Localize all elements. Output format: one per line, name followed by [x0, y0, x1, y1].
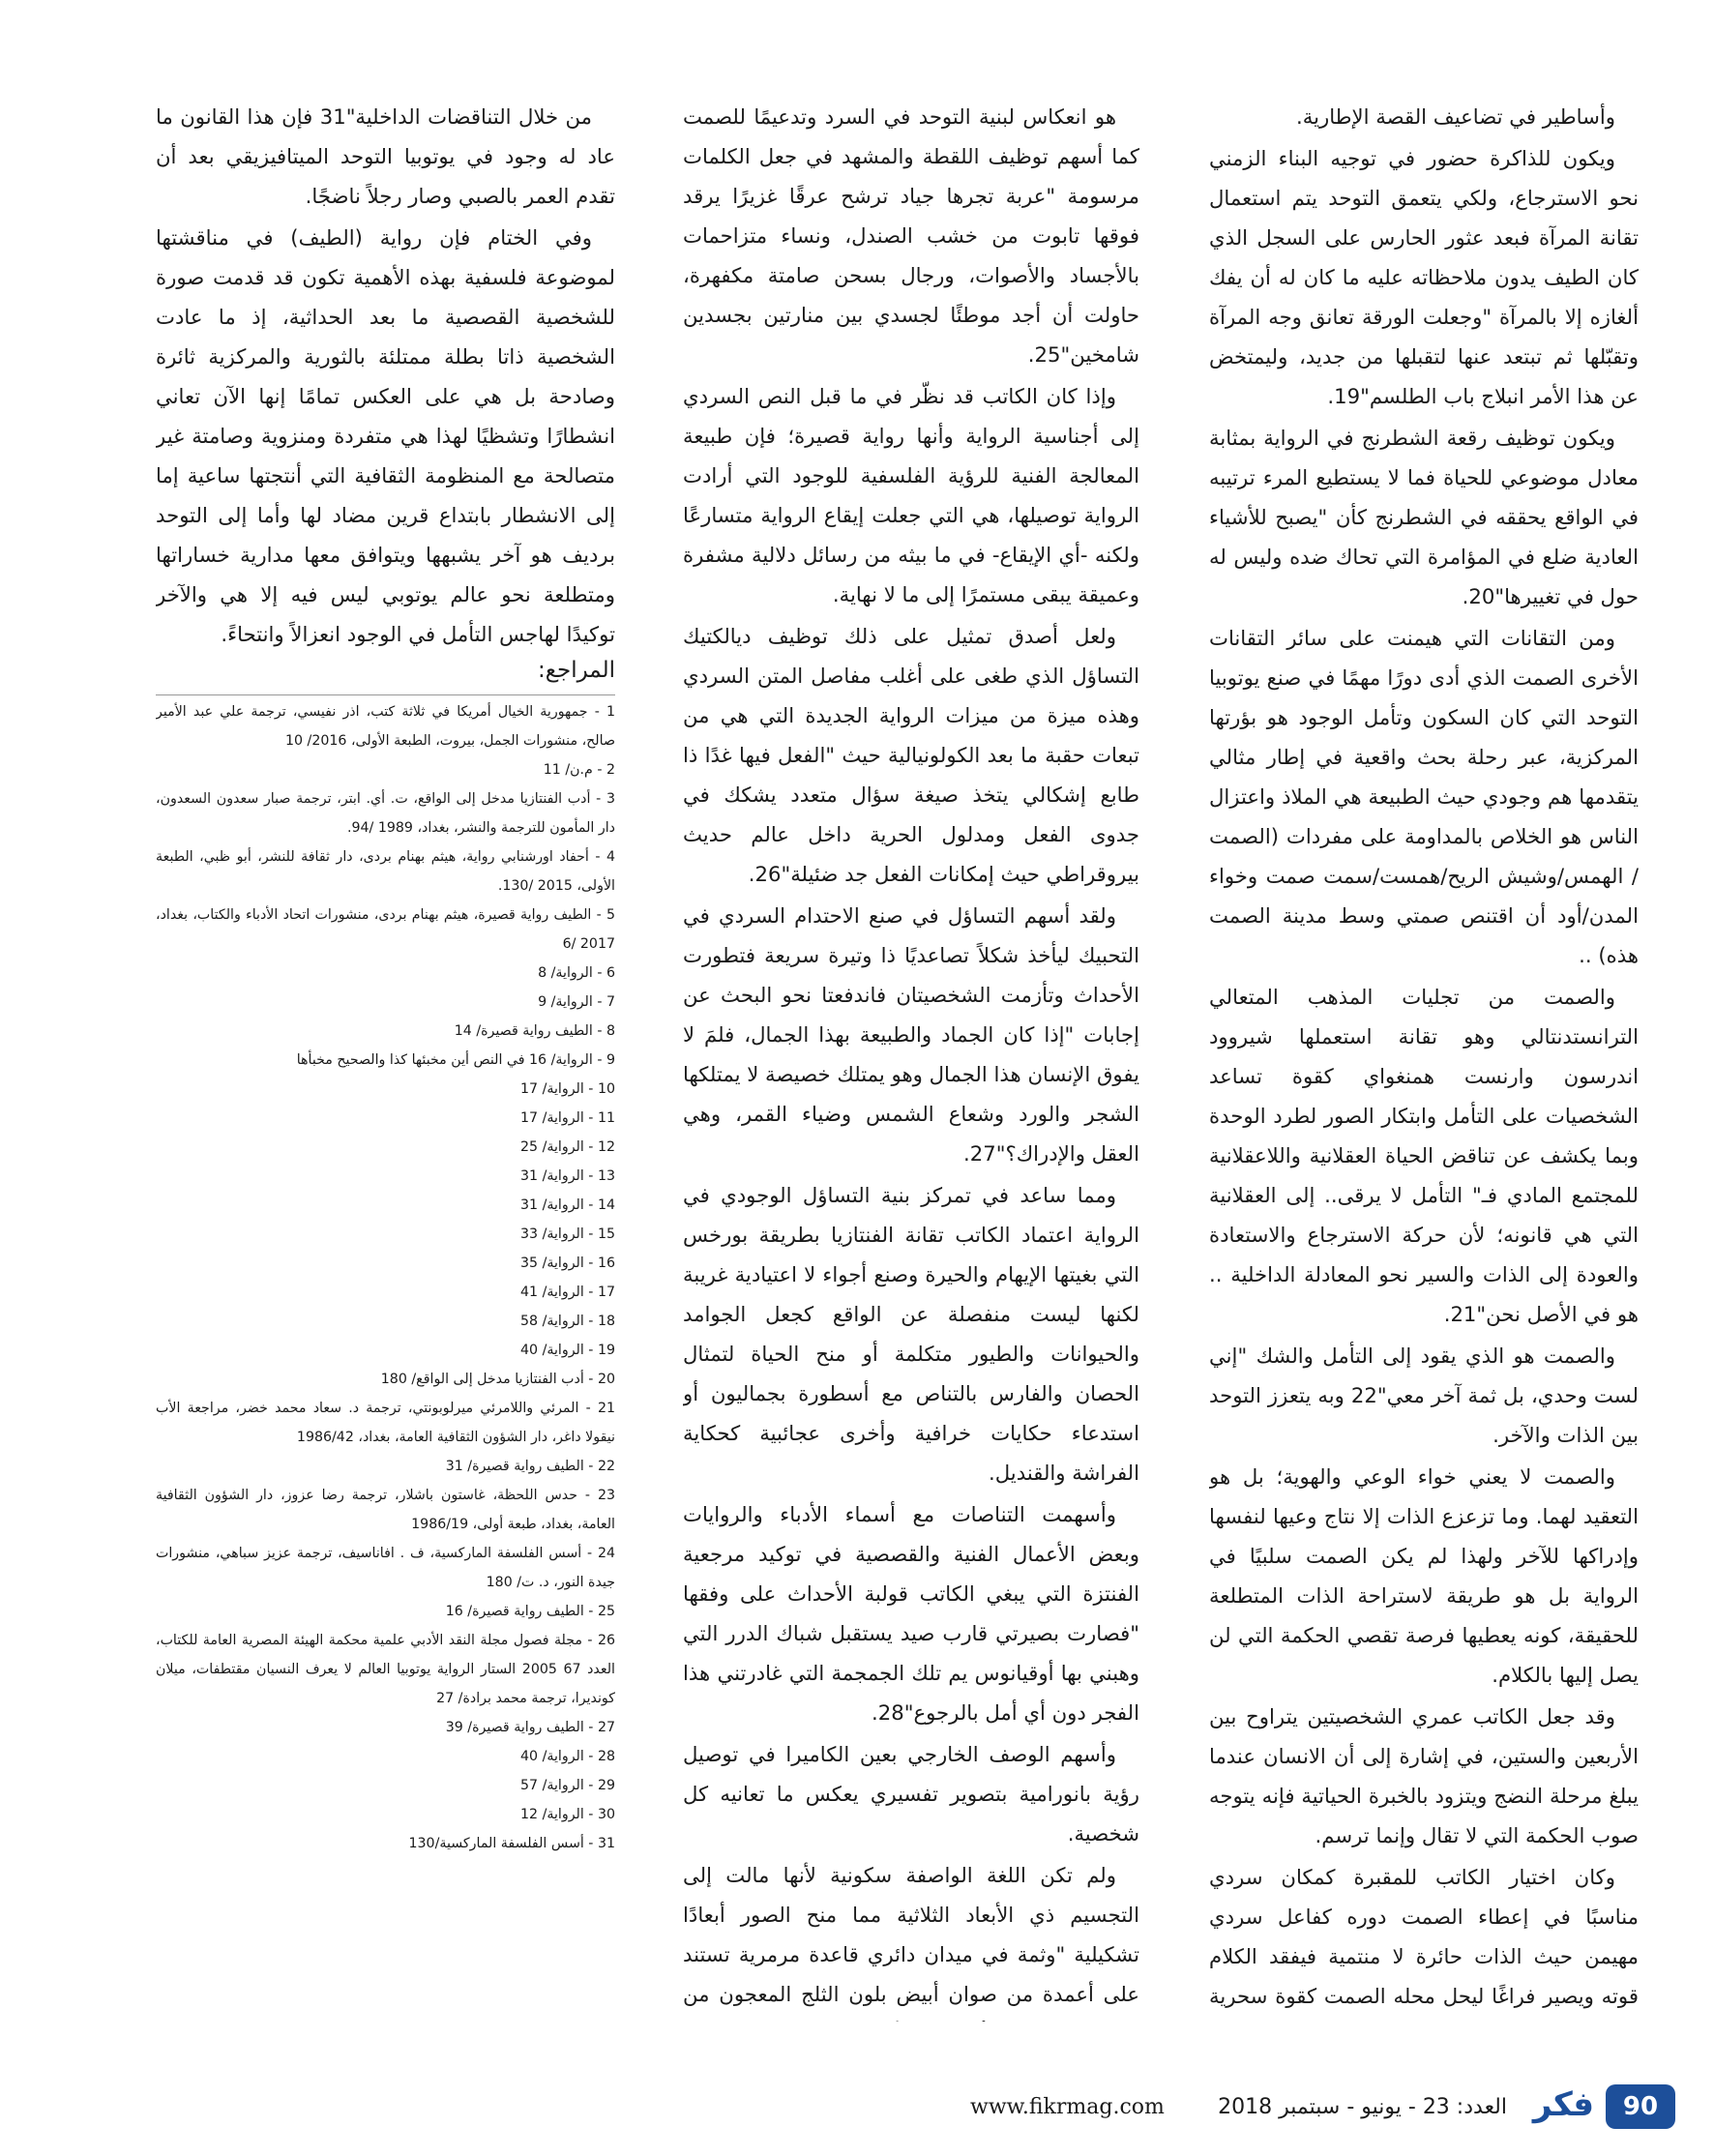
paragraph: وكان اختيار الكاتب للمقبرة كمكان سردي مناسبًا في إعطاء الصمت دوره كفاعل سردي مهيمن حيث الذات حائرة لا منتمية فيفقد الكلام قوته ويصير فراغًا ليحل محله الصمت كقوة سحرية — [1209, 1865, 1639, 2008]
page-number: 90 — [1606, 2084, 1675, 2129]
reference-item: 27 - الطيف رواية قصيرة/ 39 — [445, 1720, 615, 1735]
paragraph: هو انعكاس لبنية التوحد في السرد وتدعيمًا للصمت كما أسهم توظيف اللقطة والمشهد في جعل الكلمات مرسومة "عربة تجرها جياد ترشح عرقًا غزيرًا يرقد فوقها تابوت من خشب الصندل، ونساء متزاحمات بالأجساد والأصوات، ورجال بسحن صامتة مكفهرة، حاولت أن أجد موطئًا لجسدي بين منارتين بجسدين شامخين"25. — [683, 104, 1139, 367]
paragraph: وفي الختام فإن رواية (الطيف) في مناقشتها لموضوعة فلسفية بهذه الأهمية تكون قد قدمت صورة للشخصية القصصية ما بعد الحداثية، إذ ما عادت الشخصية ذاتا بطلة ممتلئة بالثورية والمركزية ثائرة وصادحة بل هي على العكس تمامًا إنها الآن تعاني انشطارًا وتشظيًا لهذا هي متفردة ومنزوية وصامتة غير متصالحة مع المنظومة الثقافية التي أنتجتها ساعية إما إلى الانشطار بابتداع قرين مضاد لها وأما إلى التوحد برديف هو آخر يشبهها ويتوافق معها مدارية خساراتها ومتطلعة نحو عالم يوتوبي ليس فيه إلا هي والآخر توكيدًا لهاجس التأمل في الوجود انعزالاً وانتحاءً. — [156, 225, 615, 646]
paragraph: وأساطير في تضاعيف القصة الإطارية. — [1296, 104, 1615, 129]
reference-item: 23 - حدس اللحظة، غاستون باشلار، ترجمة رضا عزوز، دار الشؤون الثقافية العامة، بغداد، طبعة أولى، 1986/19 — [156, 1488, 615, 1532]
reference-item: 21 - المرئي واللامرئي ميرلوبونتي، ترجمة د. سعاد محمد خضر، مراجعة الأب نيقولا داغر، دار الشؤون الثقافية العامة، بغداد، 1986/42 — [156, 1401, 615, 1445]
references-heading: المراجع: — [156, 656, 615, 695]
reference-item: 6 - الرواية/ 8 — [538, 965, 615, 981]
paragraph: وقد جعل الكاتب عمري الشخصيتين يتراوح بين الأربعين والستين، في إشارة إلى أن الانسان عندما يبلغ مرحلة النضج ويتزود بالخبرة الحياتية فإنه يتوجه صوب الحكمة التي لا تقال وإنما ترسم. — [1209, 1704, 1639, 1847]
article-column-middle — [683, 97, 1139, 2022]
reference-item: 24 - أسس الفلسفة الماركسية، ف . افاناسيف، ترجمة عزيز سباهي، منشورات جيدة النور، د. ت/ 180 — [156, 1546, 615, 1590]
paragraph: ولعل أصدق تمثيل على ذلك توظيف ديالكتيك التساؤل الذي طغى على أغلب مفاصل المتن السردي وهذه ميزة من ميزات الرواية الجديدة التي هي من تبعات حقبة ما بعد الكولونيالية حيث "الفعل فيها غدًا ذا طابع إشكالي يتخذ صيغة سؤال متعدد يشكك في جدوى الفعل ومدلول الحرية داخل عالم حديث بيروقراطي حيث إمكانات الفعل جد ضئيلة"26. — [683, 624, 1139, 886]
paragraph: ومن التقانات التي هيمنت على سائر التقانات الأخرى الصمت الذي أدى دورًا مهمًا في صنع يوتوبيا التوحد التي كان السكون وتأمل الوجود هو بؤرتها المركزية، عبر رحلة بحث واقعية في إطار مثالي يتقدمها هم وجودي حيث الطبيعة هي الملاذ واعتزال الناس هو الخلاص بالمداومة على مفردات (الصمت / الهمس/وشيش الريح/همست/سمت صمت وخواء المدن/أود أن اقتنص صمتي وسط مدينة الصمت هذه) .. — [1209, 626, 1639, 967]
paragraph: وأسهم الوصف الخارجي بعين الكاميرا في توصيل رؤية بانورامية بتصوير تفسيري يعكس ما تعانيه كل شخصية. — [683, 1742, 1139, 1846]
paragraph: والصمت لا يعني خواء الوعي والهوية؛ بل هو التعقيد لهما. وما تزعزع الذات إلا نتاج وعيها لنفسها وإدراكها للآخر ولهذا لم يكن الصمت سلبيًا في الرواية بل هو طريقة لاستراحة الذات المتطلعة للحقيقة، كونه يعطيها فرصة تقصي الحكمة التي لن يصل إليها بالكلام. — [1209, 1464, 1639, 1687]
reference-item: 11 - الرواية/ 17 — [520, 1110, 615, 1126]
reference-item: 5 - الطيف رواية قصيرة، هيثم بهنام بردى، منشورات اتحاد الأدباء والكتاب، بغداد، 2017 /6 — [156, 907, 615, 952]
reference-item: 26 - مجلة فصول مجلة النقد الأدبي علمية محكمة الهيئة المصرية العامة للكتاب، العدد 67 2005 الستار الرواية يوتوبيا العالم لا يعرف النسيان مقتطفات، ميلان كونديرا، ترجمة محمد برادة/ 27 — [156, 1633, 615, 1706]
magazine-logo: فكر — [1532, 2085, 1594, 2124]
article-column-right — [1209, 97, 1639, 2022]
issue-info: العدد: 23 - يونيو - سبتمبر 2018 — [1218, 2095, 1507, 2119]
reference-item: 3 - أدب الفنتازيا مدخل إلى الواقع، ت. أي. ابتر، ترجمة صبار سعدون السعدون، دار المأمون للترجمة والنشر، بغداد، 1989 /94. — [156, 791, 615, 836]
reference-item: 1 - جمهورية الخيال أمريكا في ثلاثة كتب، اذر نفيسي، ترجمة علي عبد الأمير صالح، منشورات الجمل، بيروت، الطبعة الأولى، 2016/ 10 — [156, 704, 615, 749]
reference-item: 30 - الرواية/ 12 — [520, 1807, 615, 1822]
reference-item: 9 - الرواية/ 16 في النص أين مخبئها كذا والصحيح مخبأها — [296, 1052, 615, 1068]
article-column-left — [156, 97, 615, 2080]
page-footer — [0, 2079, 1714, 2137]
reference-item: 13 - الرواية/ 31 — [520, 1168, 615, 1184]
left-column-paragraphs — [156, 97, 615, 654]
reference-item: 20 - أدب الفنتازيا مدخل إلى الواقع/ 180 — [380, 1372, 615, 1387]
reference-item: 29 - الرواية/ 57 — [520, 1778, 615, 1793]
paragraph: وإذا كان الكاتب قد نظّر في ما قبل النص السردي إلى أجناسية الرواية وأنها رواية قصيرة؛ فإن طبيعة المعالجة الفنية للرؤية الفلسفية للوجود التي أرادت الرواية توصيلها، هي التي جعلت إيقاع الرواية متسارعًا ولكنه -أي الإيقاع- في ما بيثه من رسائل دلالية مشفرة وعميقة يبقى مستمرًا إلى ما لا نهاية. — [683, 384, 1139, 606]
reference-item: 12 - الرواية/ 25 — [520, 1139, 615, 1155]
paragraph: والصمت من تجليات المذهب المتعالي الترانستدنتالي وهو تقانة استعملها شيروود اندرسون وارنست همنغواي كقوة تساعد الشخصيات على التأمل وابتكار الصور لطرد الوحدة وبما يكشف عن تناقض الحياة العقلانية واللاعقلانية للمجتمع المادي فـ" التأمل لا يرقى.. إلى العقلانية التي هي قانونه؛ لأن حركة الاسترجاع والاستعادة والعودة إلى الذات والسير نحو المعادلة الداخلية .. هو في الأصل نحن"21. — [1209, 985, 1639, 1326]
reference-item: 8 - الطيف رواية قصيرة/ 14 — [454, 1023, 615, 1039]
reference-item: 25 - الطيف رواية قصيرة/ 16 — [445, 1604, 615, 1619]
reference-item: 7 - الرواية/ 9 — [538, 994, 615, 1010]
reference-item: 15 - الرواية/ 33 — [520, 1226, 615, 1242]
paragraph: من خلال التناقضات الداخلية"31 فإن هذا القانون ما عاد له وجود في يوتوبيا التوحد الميتافيزيقي بعد أن تقدم العمر بالصبي وصار رجلاً ناضجًا. — [156, 104, 615, 208]
paragraph: ومما ساعد في تمركز بنية التساؤل الوجودي في الرواية اعتماد الكاتب تقانة الفنتازيا بطريقة بورخس التي بغيتها الإيهام والحيرة وصنع أجواء لا اعتيادية غريبة لكنها ليست منفصلة عن الواقع كجعل الجوامد والحيوانات والطيور متكلمة أو منح الحياة لتمثال الحصان والفارس بالتناص مع أسطورة بجماليون أو استدعاء حكايات خرافية وأخرى عجائبية كحكاية الفراشة والقنديل. — [683, 1183, 1139, 1485]
reference-item: 14 - الرواية/ 31 — [520, 1197, 615, 1213]
paragraph: ويكون للذاكرة حضور في توجيه البناء الزمني نحو الاسترجاع، ولكي يتعمق التوحد يتم استعمال تقانة المرآة فبعد عثور الحارس على السجل الذي كان الطيف يدون ملاحظاته عليه ما كان له أن يفك ألغازه إلا بالمرآة "وجعلت الورقة تعانق وجه المرآة وتقبّلها ثم تبتعد عنها لتقبلها من جديد، وليمتخض عن هذا الأمر انبلاج باب الطلسم"19. — [1209, 146, 1639, 408]
reference-item: 31 - أسس الفلسفة الماركسية/130 — [408, 1836, 615, 1851]
reference-item: 18 - الرواية/ 58 — [520, 1314, 615, 1329]
references-list — [156, 697, 615, 1858]
reference-item: 2 - م.ن/ 11 — [543, 762, 615, 778]
reference-item: 17 - الرواية/ 41 — [520, 1285, 615, 1300]
paragraph: ويكون توظيف رقعة الشطرنج في الرواية بمثابة معادل موضوعي للحياة فما لا يستطيع المرء ترتيبه في الواقع يحققه في الشطرنج كأن "يصبح للأشياء العادية ضلع في المؤامرة التي تحاك ضده وليس له حول في تغييرها"20. — [1209, 426, 1639, 608]
reference-item: 19 - الرواية/ 40 — [520, 1343, 615, 1358]
paragraph: والصمت هو الذي يقود إلى التأمل والشك "إني لست وحدي، بل ثمة آخر معي"22 وبه يتعزز التوحد بين الذات والآخر. — [1209, 1344, 1639, 1447]
reference-item: 28 - الرواية/ 40 — [520, 1749, 615, 1764]
paragraph: ولم تكن اللغة الواصفة سكونية لأنها مالت إلى التجسيم ذي الأبعاد الثلاثية مما منح الصور أبعادًا تشكيلية "وثمة في ميدان دائري قاعدة مرمرية تستند على أعمدة من صوان أبيض بلون الثلج المعجون من — [683, 1863, 1139, 2006]
reference-item: 10 - الرواية/ 17 — [520, 1081, 615, 1097]
reference-item: 22 - الطيف رواية قصيرة/ 31 — [445, 1459, 615, 1474]
paragraph: وأسهمت التناصات مع أسماء الأدباء والروايات وبعض الأعمال الفنية والقصصية في توكيد مرجعية الفنتزة التي يبغي الكاتب قولبة الأحداث على وفقها "فصارت بصيرتي قارب صيد يستقبل شباك الدرر التي وهبني بها أوقيانوس يم تلك الجمجمة التي غادرتني هذا الفجر دون أي أمل بالرجوع"28. — [683, 1502, 1139, 1725]
website-link[interactable]: www.fikrmag.com — [970, 2095, 1165, 2119]
reference-item: 16 - الرواية/ 35 — [520, 1255, 615, 1271]
reference-item: 4 - أحفاد اورشنابي رواية، هيثم بهنام بردى، دار ثقافة للنشر، أبو ظبي، الطبعة الأولى، 2015 /130. — [156, 849, 615, 894]
paragraph: ولقد أسهم التساؤل في صنع الاحتدام السردي في التحبيك ليأخذ شكلاً تصاعديًا ذا وتيرة سريعة فتطورت الأحداث وتأزمت الشخصيتان فاندفعتا نحو البحث عن إجابات "إذا كان الجماد والطبيعة بهذا الجمال، فلمَ لا يفوق الإنسان هذا الجمال وهو يمتلك خصيصة لا يمتلكها الشجر والورد وشعاع الشمس وضياء القمر، وهي العقل والإدراك؟"27. — [683, 903, 1139, 1166]
